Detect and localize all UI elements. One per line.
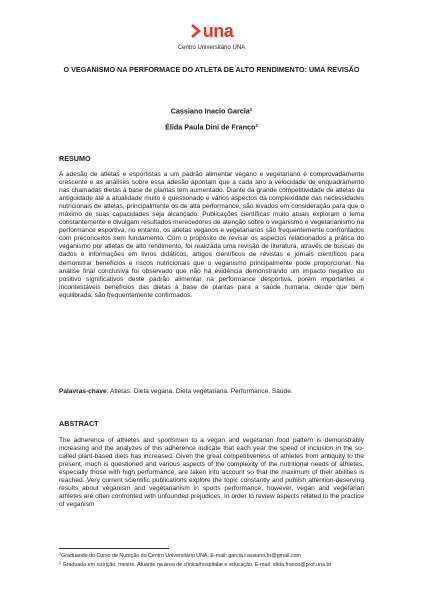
author-name: Cassiano Inacio Garcia: [170, 106, 250, 116]
footnote-text: Graduando do Curso de Nutrição do Centro Universitário UNA. E-mail: garcia.cassiano.br@gmail.com: [61, 553, 301, 559]
author-footnote-mark: 2: [255, 123, 258, 128]
logo-mark: [190, 22, 234, 40]
keywords-line: [59, 388, 364, 396]
footnotes: [59, 551, 364, 568]
author-2: [0, 121, 423, 132]
footnote-mark: 2: [59, 560, 62, 565]
abstract-body: The adherence of athletes and sportsmen to a vegan and vegetarian food pattern is demonstrably increasing and the analyzes of this adherence indicate that each year the speed of inclusion in the so-called plant-based diets has increased. Given the great competitiveness of athletes from antiquity to the present, much is questioned and various aspects of the complexity of the nutritional needs of athletes, especially those with high performance, are taken into account so that the maximum of their abilities is reached. Very current scientific publications explore the topic constantly and publish attention-deserving results about veganism and vegetarianism in sports performance, however, vegan and vegetarian athletes are often confronted with unfounded prejudices. In order to review aspects related to the practice of veganism: [59, 437, 364, 509]
institution-logo: [0, 22, 423, 52]
abstract-heading: ABSTRACT: [59, 419, 99, 428]
keywords-label: Palavras-chave: [59, 388, 107, 395]
keywords-list: : Atletas. Dieta vegana. Dieta vegetariana. Performance. Saúde.: [106, 388, 293, 395]
resumo-heading: RESUMO: [59, 154, 91, 163]
author-footnote-mark: 1: [249, 107, 253, 112]
footnote-1: [59, 551, 364, 560]
paper-title: O VEGANISMO NA PERFORMACE DO ATLETA DE ALTO RENDIMENTO: UMA REVISÃO: [63, 65, 360, 74]
footnote-text: Graduada em nutrição, mestre. Atuante na área de clínica/hospitalar e educação. E-mail: elida.franco@prof.una.br: [61, 561, 332, 568]
resumo-body: A adesão de atletas e esportistas a um padrão alimentar vegano e vegetariano é comprovadamente crescente e as análises sobre essa adesão apontam que a cada ano a velocidade de enquadramento nas chamadas dietas à base de plantas tem aumentado. Diante da grande competitividade de atletas da antiguidade até a atualidade muito é questionado e vários aspectos da complexidade das necessidades nutricionais de atletas, principalmente os de alta performance, são levados em consideração para que o máximo de suas capacidades seja alcançado. Publicações científicas muito atuais exploram o tema constantemente e divulgam resultados merecedores de atenção sobre o veganismo e vegetarianismo na performance esportiva, no entanto, os atletas veganos e vegetarianos são frequentemente confrontados com preconceitos sem fundamento. Com o propósito de revisar os aspectos relacionados a prática do veganismo por atletas de alto rendimento, foi realizada uma revisão de literatura, através de buscas de dados e informações em livros didáticos, artigos científicos de revistas e jornais científicos para demonstrar benefícios e riscos nutricionais que o veganismo principalmente pode proporcionar. Na análise final conclusiva foi observado que não há evidência demonstrando um impacto negativo ou positivo significativos deste padrão alimentar na performance desportiva, porém importantes e incontestáveis benefícios das dietas à base de plantas para a saúde humana, desde que bem equilibrada, são frequentemente confirmados.: [59, 171, 364, 299]
author-1: [0, 105, 423, 116]
institution-name: Centro Universitário UNA: [177, 45, 246, 51]
footnote-divider: [59, 548, 169, 549]
footnote-mark: 1: [59, 552, 62, 556]
logo-wordmark: una: [202, 21, 234, 41]
author-name: Élida Paula Dini de Franco: [165, 122, 256, 132]
chevron-right-icon: [190, 23, 202, 39]
footnote-2: [59, 560, 364, 569]
